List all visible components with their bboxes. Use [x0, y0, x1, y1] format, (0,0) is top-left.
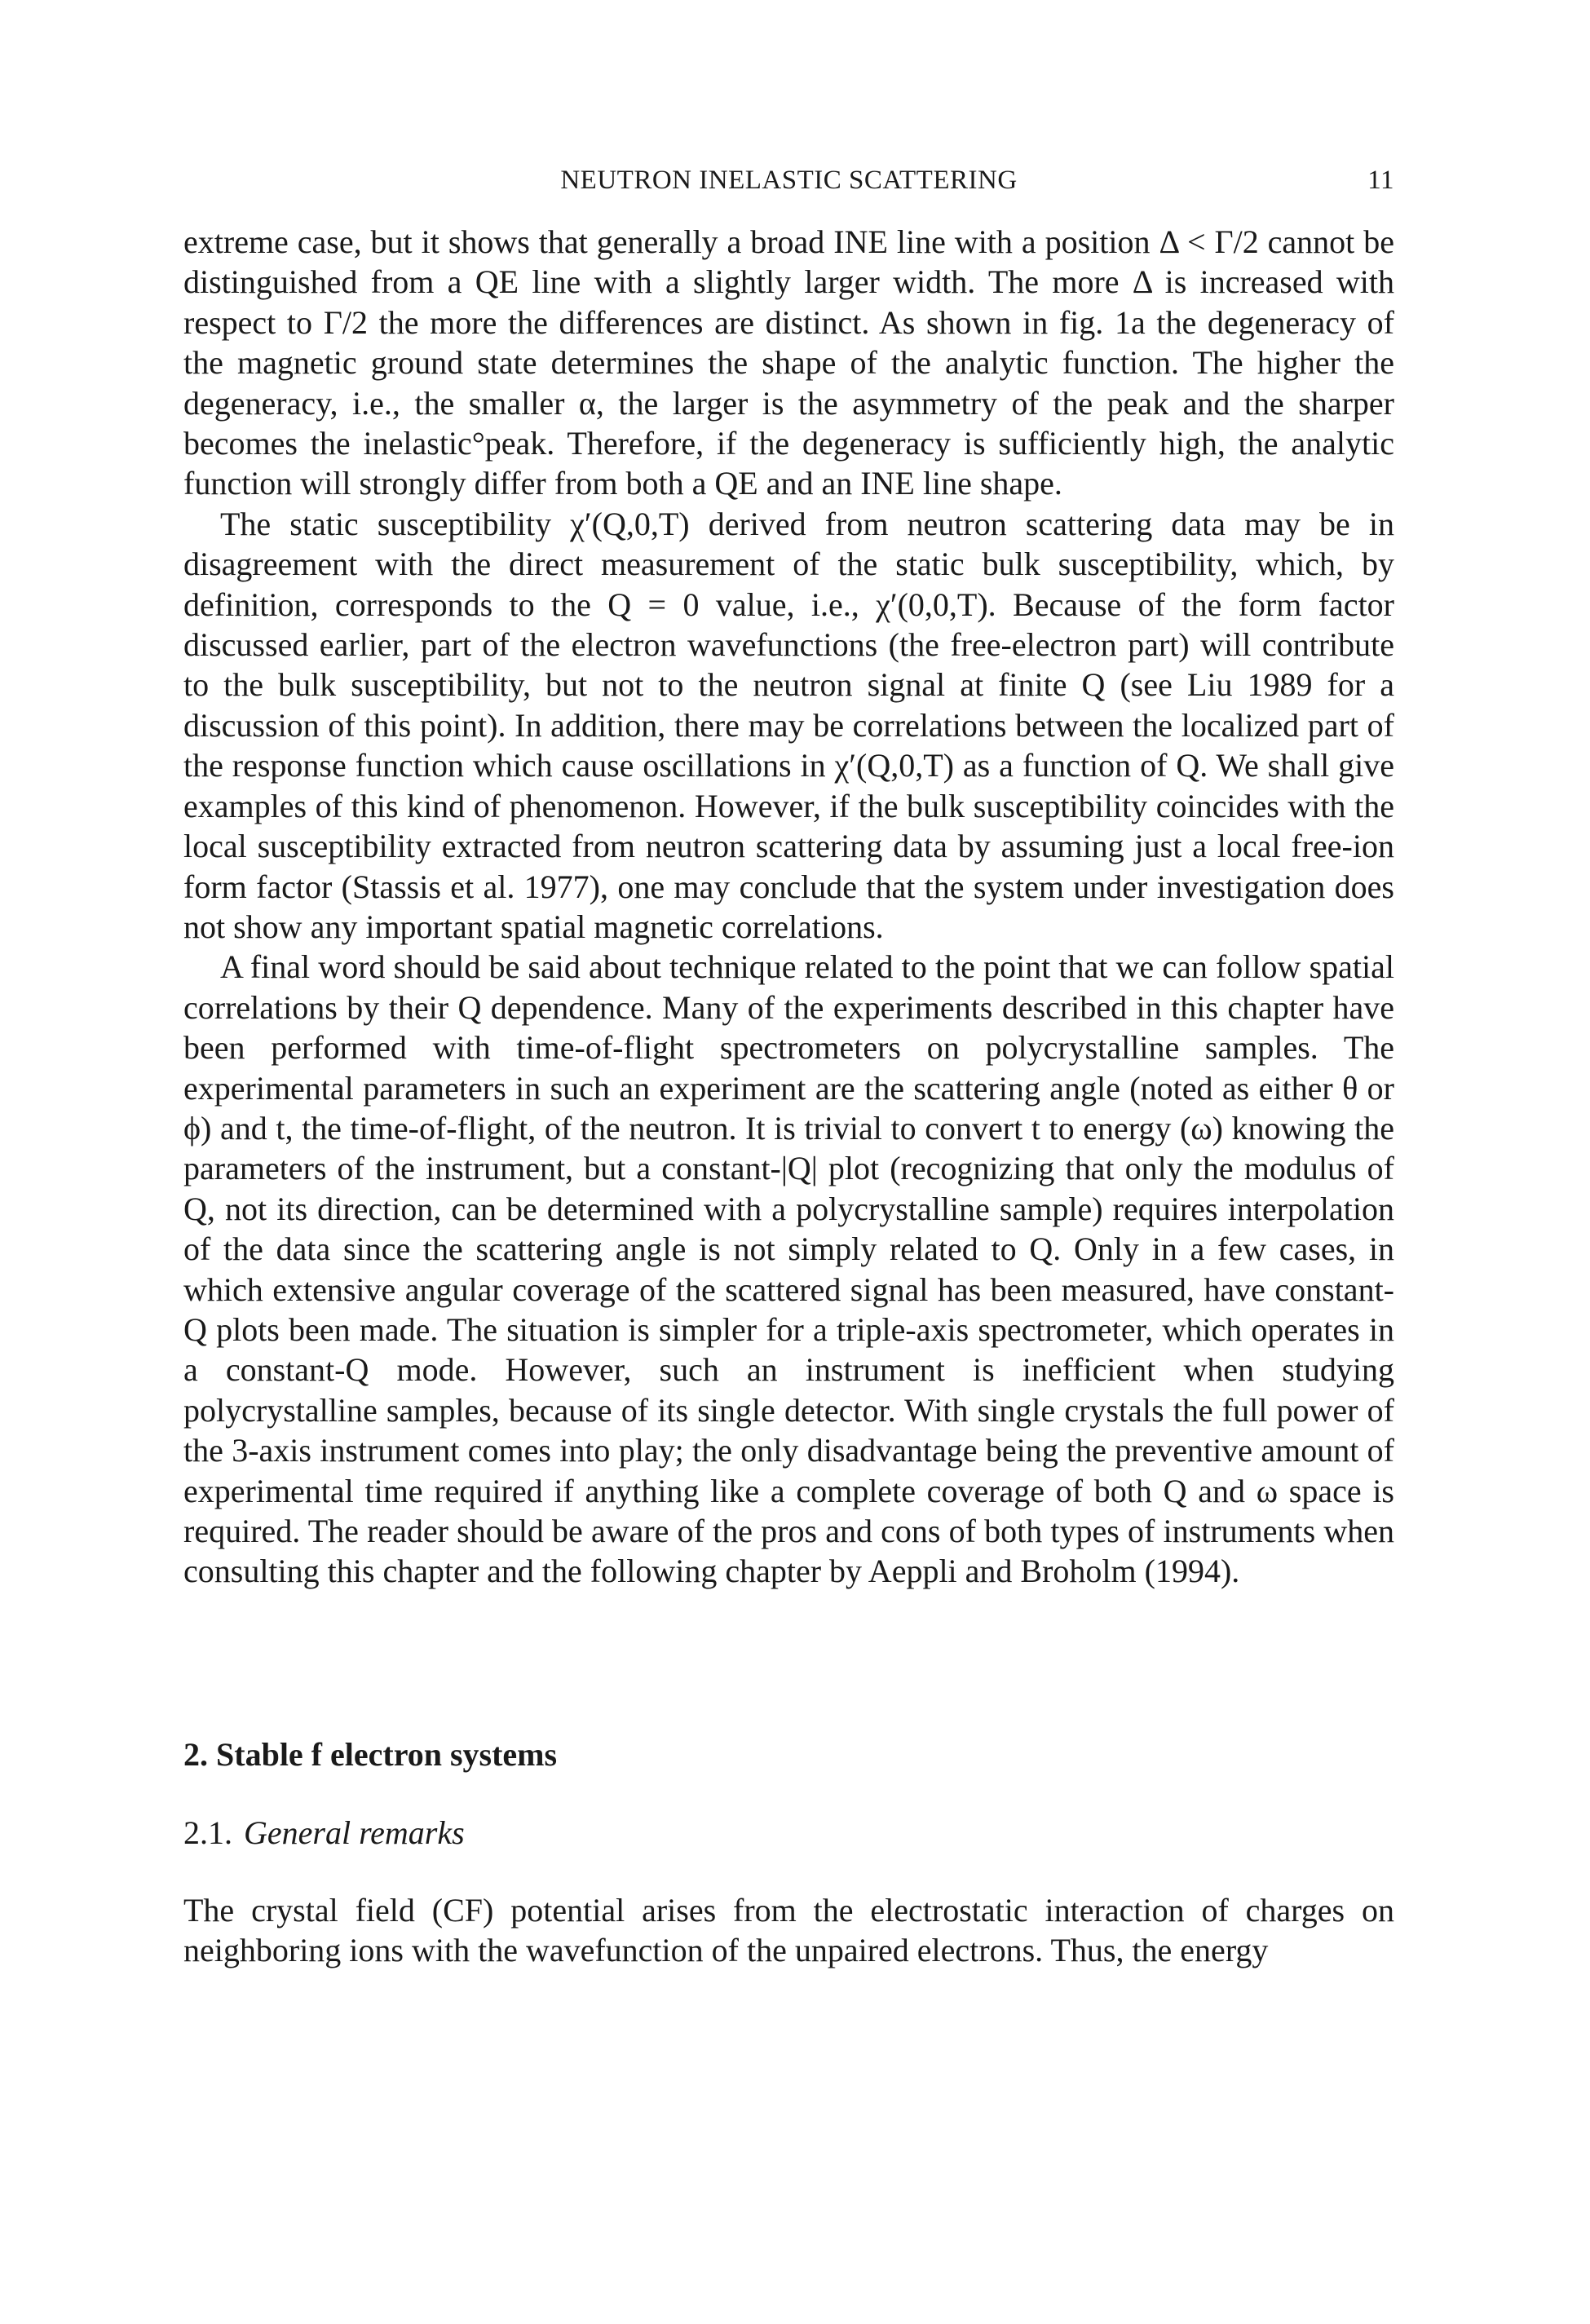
running-head [183, 166, 1394, 201]
subsection-heading [183, 1813, 465, 1853]
paragraph-technique: A final word should be said about technique related to the point that we can follow spatial correlations by their Q dependence. Many of the experiments described in this chapter have been performed with time-of-flight spectrometers on polycrystalline samples. The experimental parameters in such an experiment are the scattering angle (noted as either θ or ϕ) and t, the time-of-flight, of the neutron. It is trivial to convert t to energy (ω) knowing the parameters of the instrument, but a constant-|Q| plot (recognizing that only the modulus of Q, not its direction, can be determined with a polycrystalline sample) requires interpolation of the data since the scattering angle is not simply related to Q. Only in a few cases, in which extensive angular coverage of the scattered signal has been measured, have constant-Q plots been made. The situation is simpler for a triple-axis spectrometer, which operates in a constant-Q mode. However, such an instrument is inefficient when studying polycrystalline samples, because of its single detector. With single crystals the full power of the 3-axis instrument comes into play; the only disadvantage being the preventive amount of experimental time required if anything like a complete coverage of both Q and ω space is required. The reader should be aware of the pros and cons of both types of instruments when consulting this chapter and the following chapter by Aeppli and Broholm (1994). [183, 948, 1394, 1590]
book-page [183, 0, 1394, 2324]
paragraph-continuation: extreme case, but it shows that generally a broad INE line with a position Δ < Γ/2 cannot be distinguished from a QE line with a slightly larger width. The more Δ is increased with respect to Γ/2 the more the differences are distinct. As shown in fig. 1a the degeneracy of the magnetic ground state determines the shape of the analytic function. The higher the degeneracy, i.e., the smaller α, the larger is the asymmetry of the peak and the sharper becomes the inelastic°peak. Therefore, if the degeneracy is sufficiently high, the analytic function will strongly differ from both a QE and an INE line shape. [183, 223, 1394, 502]
paragraph-crystal-field: The crystal field (CF) potential arises from the electrostatic interaction of charges on neighboring ions with the wavefunction of the unpaired electrons. Thus, the energy [183, 1892, 1394, 1969]
subsection-number: 2.1. [183, 1814, 232, 1851]
closing-text [183, 1890, 1394, 1971]
paragraph-static-susceptibility: The static susceptibility χ′(Q,0,T) derived from neutron scattering data may be in disagreement with the direct measurement of the static bulk susceptibility, which, by definition, corresponds to the Q = 0 value, i.e., χ′(0,0,T). Because of the form factor discussed earlier, part of the electron wavefunctions (the free-electron part) will contribute to the bulk susceptibility, but not to the neutron signal at finite Q (see Liu 1989 for a discussion of this point). In addition, there may be correlations between the localized part of the response function which cause oscillations in χ′(Q,0,T) as a function of Q. We shall give examples of this kind of phenomenon. However, if the bulk susceptibility coincides with the local susceptibility extracted from neutron scattering data by assuming just a local free-ion form factor (Stassis et al. 1977), one may conclude that the system under investigation does not show any important spatial magnetic correlations. [183, 505, 1394, 945]
body-text [183, 222, 1394, 1592]
page-number: 11 [1367, 166, 1394, 195]
running-head-title: NEUTRON INELASTIC SCATTERING [560, 166, 1018, 195]
section-heading: 2. Stable f electron systems [183, 1736, 558, 1773]
subsection-title: General remarks [244, 1814, 465, 1851]
